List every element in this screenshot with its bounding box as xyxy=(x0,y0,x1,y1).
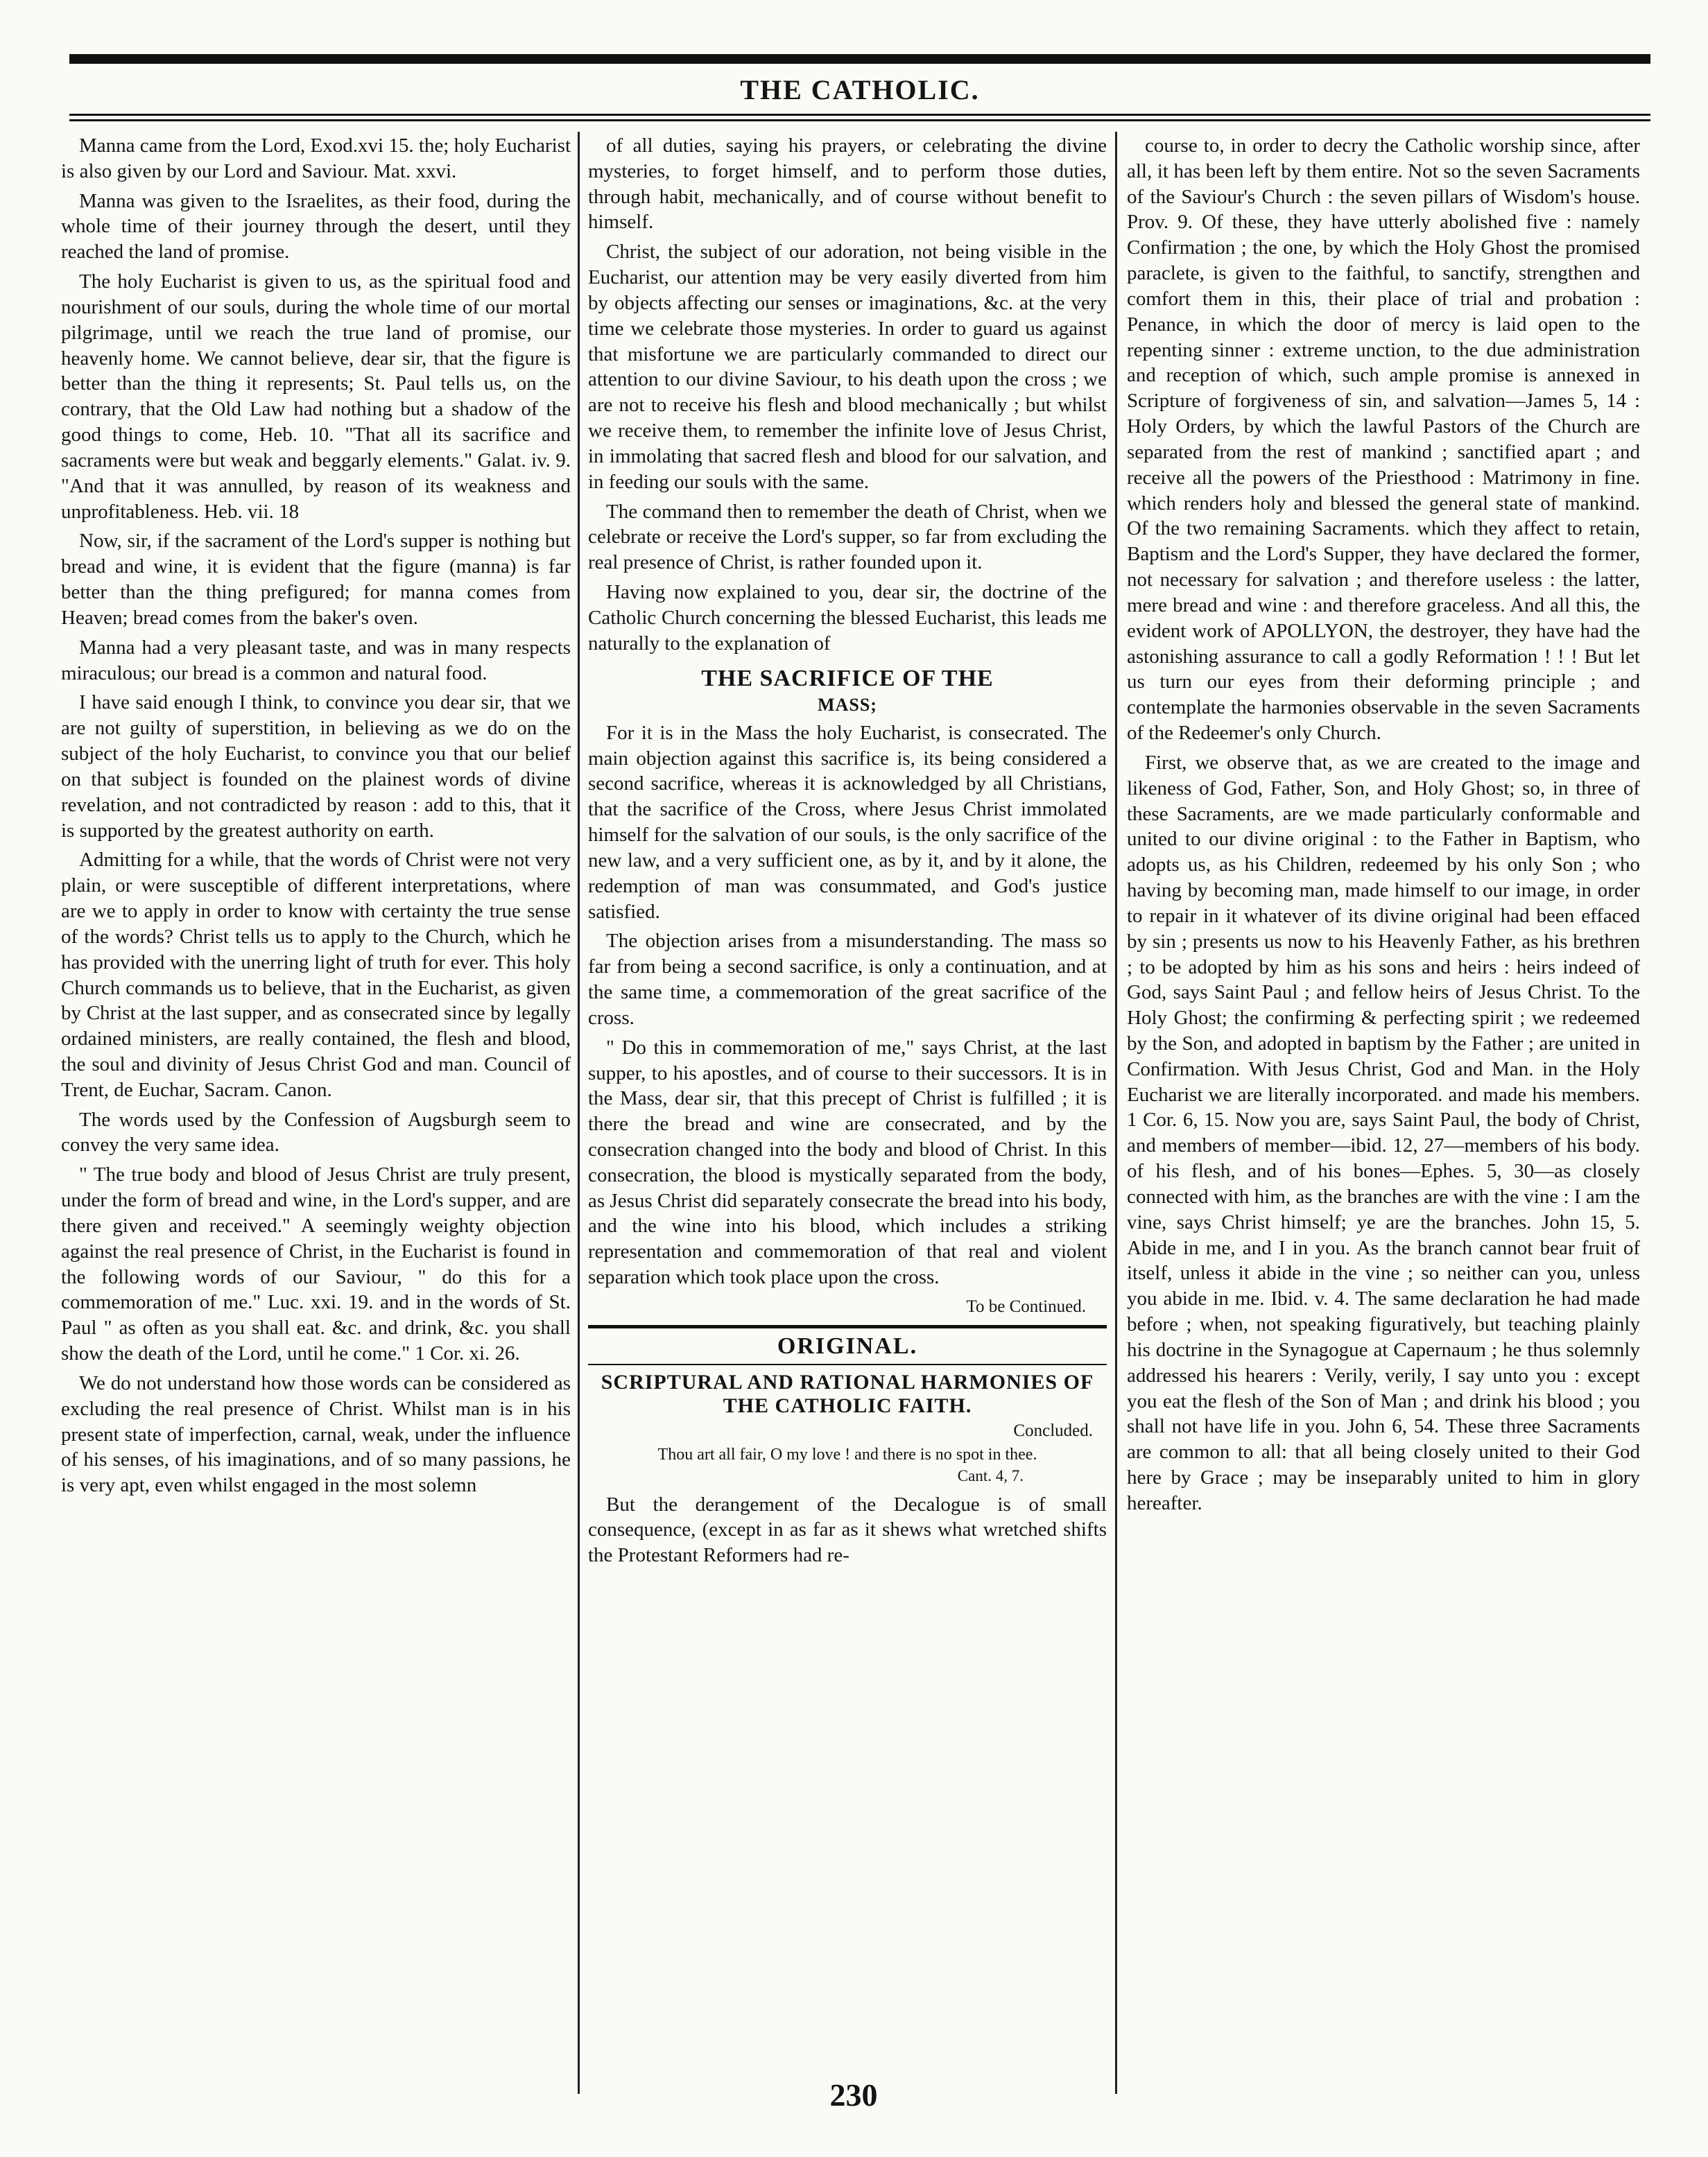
epigraph: Thou art all fair, O my love ! and there is no spot in thee. xyxy=(657,1445,1037,1464)
continued-note: To be Continued. xyxy=(966,1297,1086,1316)
top-rule xyxy=(69,54,1650,64)
paragraph: For it is in the Mass the holy Eucharist, is consecrated. The main objection against this sacrifice is, its being considered a second sacrifice, whereas it is acknowledged by all Christians, that the sacrifice of the Cross, where Jesus Christ immolated himself for the salvation of our souls, is the only sacrifice of the new law, and a very sufficient one, as by it, and by it alone, the redemption of man was consummated, and God's justice satisfied. xyxy=(588,721,1107,923)
paragraph: Christ, the subject of our adoration, not being visible in the Eucharist, our attention may be very easily diverted from him by objects affecting our senses or imaginations, &c. at the very time we celebrate those mysteries. In order to guard us against that misfortune we are particularly commanded to direct our attention to our divine Saviour, to his death upon the cross ; we are not to receive his flesh and blood mechanically ; but whilst we receive them, to remember the infinite love of Jesus Christ, in immolating that sacred flesh and blood for our salvation, and in feeding our souls with the same. xyxy=(588,241,1107,493)
section-rule-bottom xyxy=(588,1364,1107,1365)
paragraph: The command then to remember the death of Christ, when we celebrate or receive the Lord's supper, so far from excluding the real presence of Christ, is rather founded upon it. xyxy=(588,500,1107,574)
section-heading: THE SACRIFICE OF THE xyxy=(701,665,994,691)
masthead-rule-1 xyxy=(69,114,1650,116)
paragraph: First, we observe that, as we are created to the image and likeness of God, Father, Son, and Holy Ghost; so, in three of these Sacraments, are we made particularly conformable and united to our divine original : to the Father in Baptism, who adopts us, as his Children, redeemed by his only Son ; who having by becoming man, made himself to our image, in order to repair in it whatever of its divine original had been effaced by sin ; presents us now to his Heavenly Father, as his brethren ; to be adopted by him as his sons and heirs : heirs indeed of God, says Saint Paul ; and fellow heirs of Jesus Christ. To the Holy Ghost; the confirming & perfecting spirit ; we redeemed by the Son, and adopted in baptism by the Father ; are united in Confirmation. With Jesus Christ, God and Man. in the Holy Eucharist we are literally incorporated. and made his members. 1 Cor. 6, 15. Now you are, says Saint Paul, the body of Christ, and members of member—ibid. 12, 27—members of his body. of his flesh, and of his bones—Ephes. 5, 30—as closely connected with him, as the branches are with the vine : I am the vine, says Christ himself; ye are the branches. John 15, 5. Abide in me, and I in you. As the branch cannot bear fruit of itself, unless it abide in the vine ; so neither can you, unless you abide in me. Ibid. v. 4. The same declaration he had made before ; when, not speaking figuratively, but teaching plainly his doctrine in the Synagogue at Capernaum ; he thus solemnly addressed his hearers : Verily, verily, I say unto you : except you eat the flesh of the Son of Man ; and drink his blood ; you shall not have life in you. John 6, 54. These three Sacraments are common to all: that all being closely united to their God here by Grace ; may be inseparably united to him in glory hereafter. xyxy=(1127,751,1640,1514)
paragraph: The objection arises from a misunderstanding. The mass so far from being a second sacrifice, is only a continuation, and at the same time, a commemoration of the great sacrifice of the cross. xyxy=(588,930,1107,1029)
paragraph: of all duties, saying his prayers, or celebrating the divine mysteries, to forget himself, and to perform those duties, through habit, mechanically, and of course without benefit to himself. xyxy=(588,135,1107,234)
paragraph: I have said enough I think, to convince you dear sir, that we are not guilty of superstition, in believing as we do on the subject of the holy Eucharist, to convince you that our belief on that subject is founded on the plainest words of divine revelation, and not contradicted by reason : add to this, that it is supported by the greatest authority on earth. xyxy=(61,691,571,842)
right-column xyxy=(1127,133,1640,2047)
epigraph-reference: Cant. 4, 7. xyxy=(957,1467,1024,1485)
paragraph: Admitting for a while, that the words of Christ were not very plain, or were susceptible of different interpretations, where are we to apply in order to know with certainty the true sense of the words? Christ tells us to apply to the Church, which he has provided with the unerring light of truth for ever. This holy Church commands us to believe, that in the Eucharist, as given by Christ at the last supper, and as consecrated since by legally ordained ministers, are really contained, the flesh and blood, the soul and divinity of Jesus Christ God and man. Council of Trent, de Euchar, Sacram. Canon. xyxy=(61,849,571,1101)
paragraph: We do not understand how those words can be considered as excluding the real presence of Christ. Whilst man is in his present state of imperfection, carnal, weak, under the influence of his senses, of his imaginations, and of so many passions, he is very apt, even whilst engaged in the most solemn xyxy=(61,1371,571,1497)
column-divider-1 xyxy=(578,132,580,2094)
article-title: SCRIPTURAL AND RATIONAL HARMONIES OF THE CATHOLIC FAITH. xyxy=(601,1370,1094,1418)
paragraph: But the derangement of the Decalogue is of small consequence, (except in as far as it shews what wretched shifts the Protestant Reformers had re- xyxy=(588,1493,1107,1567)
paragraph: Manna was given to the Israelites, as their food, during the whole time of their journey through the desert, until they reached the land of promise. xyxy=(61,189,571,263)
paragraph: Now, sir, if the sacrament of the Lord's supper is nothing but bread and wine, it is evident that the figure (manna) is far better than the thing prefigured; for manna comes from Heaven; bread comes from the baker's oven. xyxy=(61,530,571,629)
middle-column xyxy=(588,133,1107,2047)
masthead-title: THE CATHOLIC. xyxy=(740,74,980,105)
paragraph: Manna came from the Lord, Exod.xvi 15. the; holy Eucharist is also given by our Lord and Saviour. Mat. xxvi. xyxy=(61,135,571,182)
paragraph: The words used by the Confession of Augsburgh seem to convey the very same idea. xyxy=(61,1108,571,1157)
concluded-note: Concluded. xyxy=(1013,1421,1093,1440)
left-column xyxy=(61,133,571,2047)
masthead-rule-2 xyxy=(69,119,1650,121)
paragraph: Having now explained to you, dear sir, the doctrine of the Catholic Church concerning the blessed Eucharist, this leads me naturally to the explanation of xyxy=(588,581,1107,655)
section-title: ORIGINAL. xyxy=(777,1333,918,1359)
page-number: 230 xyxy=(829,2077,878,2113)
section-subheading: MASS; xyxy=(818,694,877,715)
section-rule-top xyxy=(588,1325,1107,1328)
paragraph: " Do this in commemoration of me," says Christ, at the last supper, to his apostles, and of course to their successors. It is in the Mass, dear sir, that this precept of Christ is fulfilled ; it is there the bread and wine are consecrated, and by the consecration changed into the body and blood of Christ. In this consecration, the blood is mystically separated from the body, as Jesus Christ did separately consecrate the bread into his body, and the wine into his blood, which includes a striking representation and commemoration of that real and violent separation which took place upon the cross. xyxy=(588,1036,1107,1289)
paragraph: The holy Eucharist is given to us, as the spiritual food and nourishment of our souls, during the whole time of our mortal pilgrimage, until we reach the true land of promise, our heavenly home. We cannot believe, dear sir, that the figure is better than the thing it represents; St. Paul tells us, on the contrary, that the Old Law had nothing but a shadow of the good things to come, Heb. 10. "That all its sacrifice and sacraments were but weak and beggarly elements." Galat. iv. 9. "And that it was annulled, by reason of its weakness and unprofitableness. Heb. vii. 18 xyxy=(61,270,571,523)
paragraph: Manna had a very pleasant taste, and was in many respects miraculous; our bread is a common and natural food. xyxy=(61,636,571,684)
column-divider-2 xyxy=(1115,132,1117,2094)
paragraph: course to, in order to decry the Catholic worship since, after all, it has been left by them entire. Not so the seven Sacraments of the Saviour's Church : the seven pillars of Wisdom's house. Prov. 9. Of these, they have utterly abolished five : namely Confirmation ; the one, by which the Holy Ghost the promised paraclete, is given to the faithful, to sanctify, strengthen and comfort them in this, their place of trial and probation : Penance, in which the door of mercy is laid open to the repenting sinner : extreme unction, to the due administration and reception of which, such ample promise is annexed in Scripture of forgiveness of sin, and salvation—James 5, 14 : Holy Orders, by which the lawful Pastors of the Church are separated from the rest of mankind ; sanctified apart ; and receive all the powers of the Priesthood : Matrimony in fine. which renders holy and blessed the general state of mankind. Of the two remaining Sacraments. which they affect to retain, Baptism and the Lord's Supper, they have declared the former, not necessary for salvation ; and therefore useless : the latter, mere bread and wine : and therefore graceless. And all this, the evident work of APOLLYON, the destroyer, they have had the astonishing assurance to call a godly Reformation ! ! ! But let us turn our eyes from their deforming principle ; and contemplate the harmonies observable in the seven Sacraments of the Redeemer's only Church. xyxy=(1127,135,1640,745)
paragraph: " The true body and blood of Jesus Christ are truly present, under the form of bread and wine, in the Lord's supper, and are there given and received." A seemingly weighty objection against the real presence of Christ, in the Eucharist is found in the following words of our Saviour, " do this for a commemoration of me." Luc. xxi. 19. and in the words of St. Paul " as often as you shall eat. &c. and drink, &c. you shall show the death of the Lord, until he come." 1 Cor. xi. 26. xyxy=(61,1163,571,1365)
